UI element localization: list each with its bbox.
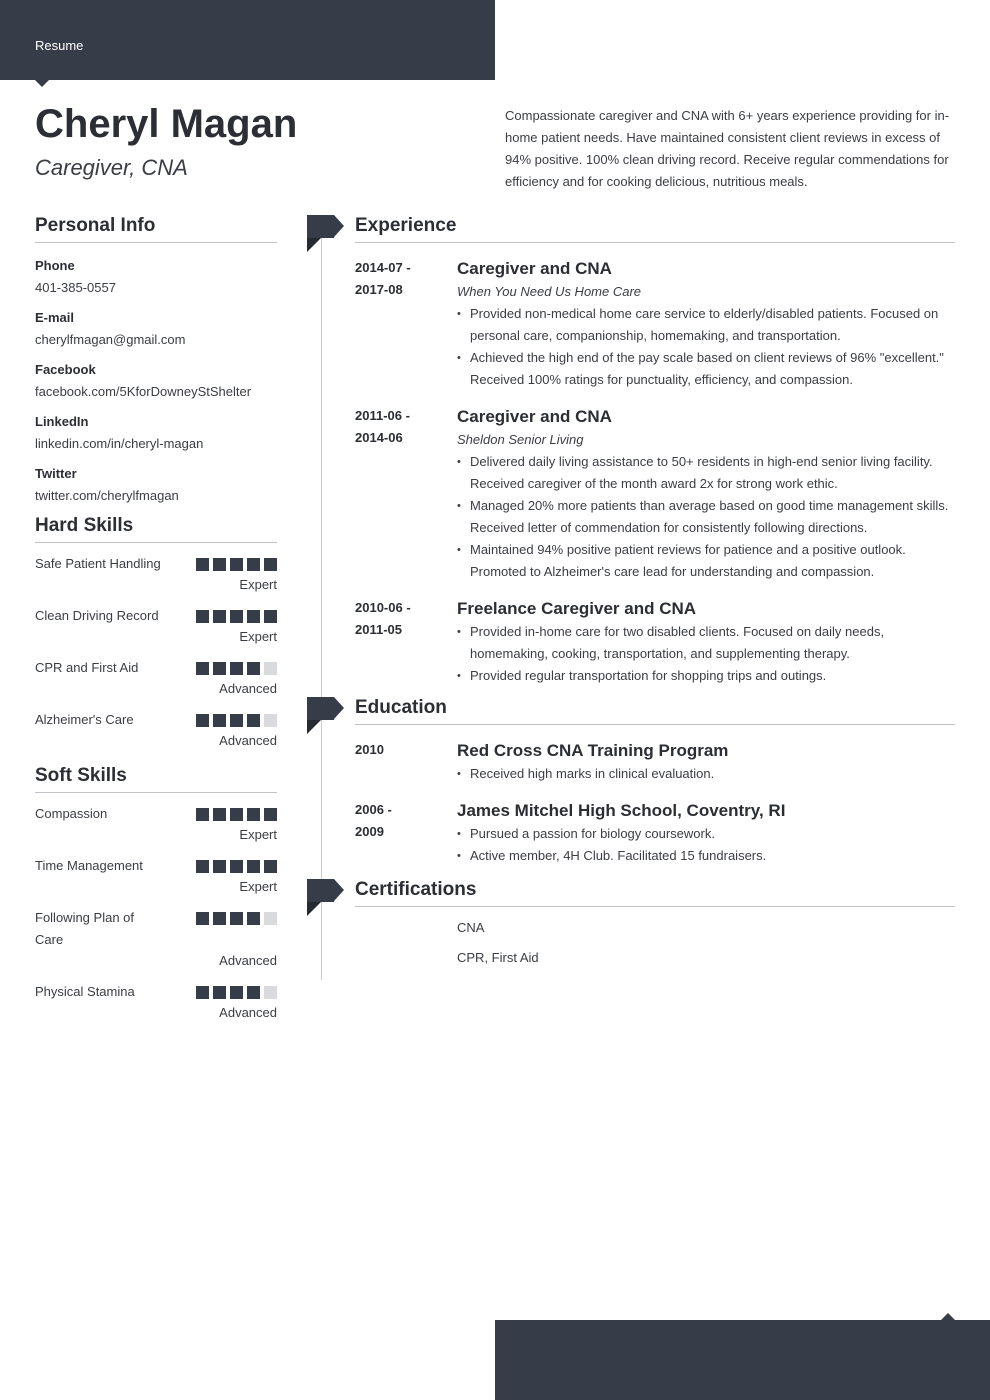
rating-square — [230, 610, 243, 623]
entry-bullets — [457, 763, 955, 785]
rating-square — [196, 610, 209, 623]
info-item-twitter — [35, 463, 277, 507]
entry-bullets — [457, 621, 955, 687]
soft-skills-heading: Soft Skills — [35, 765, 277, 793]
resume-label: Resume — [35, 38, 84, 53]
bullet-item: • Delivered daily living assistance to 50+ residents in high-end senior living facility. Received caregiver of the month award 2x for strong work ethic. — [457, 451, 955, 495]
rating-square — [230, 714, 243, 727]
bullet-item: • Provided non-medical home care service to elderly/disabled patients. Focused on personal care, companionship, homemaking, and transportation. — [457, 303, 955, 347]
summary: Compassionate caregiver and CNA with 6+ years experience providing for in-home patient needs. Have maintained consistent client reviews in excess of 94% positive. 100% clean driving record. Receive regular commendations for efficiency and for cooking delicious, nutritious meals. — [505, 108, 950, 189]
rating-square — [213, 558, 226, 571]
entry-bullets — [457, 451, 955, 583]
rating-square — [247, 610, 260, 623]
skill-name: Clean Driving Record — [35, 608, 159, 623]
skill-rating — [196, 558, 277, 571]
rating-square — [213, 662, 226, 675]
left-column — [35, 215, 277, 1023]
rating-square — [247, 808, 260, 821]
skill-item — [35, 907, 277, 971]
skill-rating — [196, 986, 277, 999]
education-section — [355, 697, 955, 867]
rating-square — [213, 808, 226, 821]
bullet-item: • Active member, 4H Club. Facilitated 15 fundraisers. — [457, 845, 955, 867]
rating-square — [213, 610, 226, 623]
rating-square — [247, 662, 260, 675]
skill-level: Advanced — [219, 681, 277, 696]
bullet-item: • Pursued a passion for biology coursework. — [457, 823, 955, 845]
bullet-item: • Managed 20% more patients than average based on good time management skills. Received letter of commendation for consistently following directions. — [457, 495, 955, 539]
skill-level: Expert — [239, 577, 277, 592]
rating-square — [264, 860, 277, 873]
rating-square — [247, 986, 260, 999]
rating-square — [264, 912, 277, 925]
experience-heading: Experience — [355, 215, 955, 243]
skill-rating — [196, 714, 277, 727]
info-value[interactable]: facebook.com/5KforDowneyStShelter — [35, 384, 252, 399]
timeline-line — [321, 237, 322, 980]
entry-dates: 2006 - 2009 — [355, 802, 392, 839]
certifications-section — [355, 879, 955, 969]
rating-square — [213, 986, 226, 999]
entry-bullets — [457, 823, 955, 867]
skill-name: Compassion — [35, 806, 108, 821]
certification-item: CNA — [457, 920, 485, 935]
rating-square — [264, 662, 277, 675]
info-label: Phone — [35, 258, 75, 273]
skill-rating — [196, 662, 277, 675]
rating-square — [264, 610, 277, 623]
rating-square — [264, 558, 277, 571]
rating-square — [196, 662, 209, 675]
info-label: E-mail — [35, 310, 75, 325]
bullet-item: • Maintained 94% positive patient reviews for patience and a positive outlook. Promoted to Alzheimer's care lead for understanding and compassion. — [457, 539, 955, 583]
entry-bullets — [457, 303, 955, 391]
skill-name: CPR and First Aid — [35, 660, 139, 675]
skill-item — [35, 605, 277, 647]
entry-dates: 2014-07 - 2017-08 — [355, 260, 411, 297]
skill-rating — [196, 860, 277, 873]
hard-skills-section — [35, 515, 277, 751]
experience-flag-icon — [307, 215, 344, 252]
rating-square — [196, 912, 209, 925]
personal-info-list — [35, 255, 277, 507]
skill-name: Physical Stamina — [35, 984, 135, 999]
skill-rating — [196, 912, 277, 925]
bullet-item: • Provided in-home care for two disabled clients. Focused on daily needs, homemaking, cooking, transportation, and supplementing therapy. — [457, 621, 955, 665]
entry-title: Caregiver and CNA — [457, 407, 612, 426]
rating-square — [213, 912, 226, 925]
skill-name: Alzheimer's Care — [35, 712, 134, 727]
skill-item — [35, 709, 277, 751]
rating-square — [230, 662, 243, 675]
rating-square — [196, 860, 209, 873]
rating-square — [213, 714, 226, 727]
rating-square — [213, 860, 226, 873]
entry-organization: When You Need Us Home Care — [457, 284, 642, 299]
rating-square — [247, 860, 260, 873]
rating-square — [230, 986, 243, 999]
rating-square — [247, 558, 260, 571]
skill-rating — [196, 610, 277, 623]
skill-level: Advanced — [219, 1005, 277, 1020]
entry-title: Freelance Caregiver and CNA — [457, 599, 697, 618]
info-item-facebook — [35, 359, 277, 403]
skill-level: Expert — [239, 879, 277, 894]
info-label: Twitter — [35, 466, 77, 481]
bullet-item: • Achieved the high end of the pay scale based on client reviews of 96% "excellent." Received 100% ratings for punctuality, efficiency, and compassion. — [457, 347, 955, 391]
experience-entry — [355, 405, 955, 583]
soft-skills-section — [35, 765, 277, 1023]
rating-square — [230, 860, 243, 873]
info-item-email — [35, 307, 277, 351]
skill-name: Safe Patient Handling — [35, 556, 161, 571]
entry-title: James Mitchel High School, Coventry, RI — [457, 801, 786, 820]
info-item-linkedin — [35, 411, 277, 455]
info-value[interactable]: 401-385-0557 — [35, 280, 116, 295]
rating-square — [264, 986, 277, 999]
rating-square — [247, 912, 260, 925]
personal-info-heading: Personal Info — [35, 215, 277, 243]
rating-square — [264, 808, 277, 821]
experience-entry — [355, 257, 955, 391]
skill-rating — [196, 808, 277, 821]
experience-entry — [355, 597, 955, 687]
rating-square — [247, 714, 260, 727]
entry-dates: 2011-06 - 2014-06 — [355, 408, 410, 445]
skill-item — [35, 553, 277, 595]
entry-dates: 2010 — [355, 742, 384, 757]
rating-square — [230, 912, 243, 925]
info-label: LinkedIn — [35, 414, 89, 429]
info-item-phone — [35, 255, 277, 299]
candidate-title: Caregiver, CNA — [35, 155, 188, 180]
skill-level: Expert — [239, 629, 277, 644]
rating-square — [264, 714, 277, 727]
info-value[interactable]: cherylfmagan@gmail.com — [35, 332, 186, 347]
skill-level: Expert — [239, 827, 277, 842]
info-value[interactable]: linkedin.com/in/cheryl-magan — [35, 436, 204, 451]
skill-level: Advanced — [219, 733, 277, 748]
rating-square — [196, 808, 209, 821]
skill-name: Time Management — [35, 858, 143, 873]
rating-square — [196, 714, 209, 727]
hard-skills-heading: Hard Skills — [35, 515, 277, 543]
bullet-item: • Received high marks in clinical evaluation. — [457, 763, 955, 785]
experience-section — [355, 215, 955, 687]
entry-dates: 2010-06 - 2011-05 — [355, 600, 411, 637]
rating-square — [230, 808, 243, 821]
certifications-flag-icon — [307, 879, 344, 916]
certification-item: CPR, First Aid — [457, 950, 539, 965]
education-flag-icon — [307, 697, 344, 734]
certifications-heading: Certifications — [355, 879, 955, 907]
header-notch — [35, 80, 49, 87]
footer-notch — [941, 1313, 955, 1320]
info-value[interactable]: twitter.com/cherylfmagan — [35, 488, 179, 503]
footer-band — [495, 1320, 990, 1400]
education-heading: Education — [355, 697, 955, 725]
skill-item — [35, 657, 277, 699]
education-entry — [355, 739, 955, 785]
skill-item — [35, 855, 277, 897]
education-entry — [355, 799, 955, 867]
skill-level: Advanced — [219, 953, 277, 968]
entry-title: Red Cross CNA Training Program — [457, 741, 729, 760]
candidate-name: Cheryl Magan — [35, 102, 298, 146]
skill-item — [35, 803, 277, 845]
info-label: Facebook — [35, 362, 96, 377]
skill-name: Following Plan of Care — [35, 910, 134, 947]
rating-square — [230, 558, 243, 571]
entry-organization: Sheldon Senior Living — [457, 432, 584, 447]
entry-title: Caregiver and CNA — [457, 259, 612, 278]
rating-square — [196, 558, 209, 571]
header-band — [0, 0, 495, 80]
bullet-item: • Provided regular transportation for shopping trips and outings. — [457, 665, 955, 687]
skill-item — [35, 981, 277, 1023]
rating-square — [196, 986, 209, 999]
